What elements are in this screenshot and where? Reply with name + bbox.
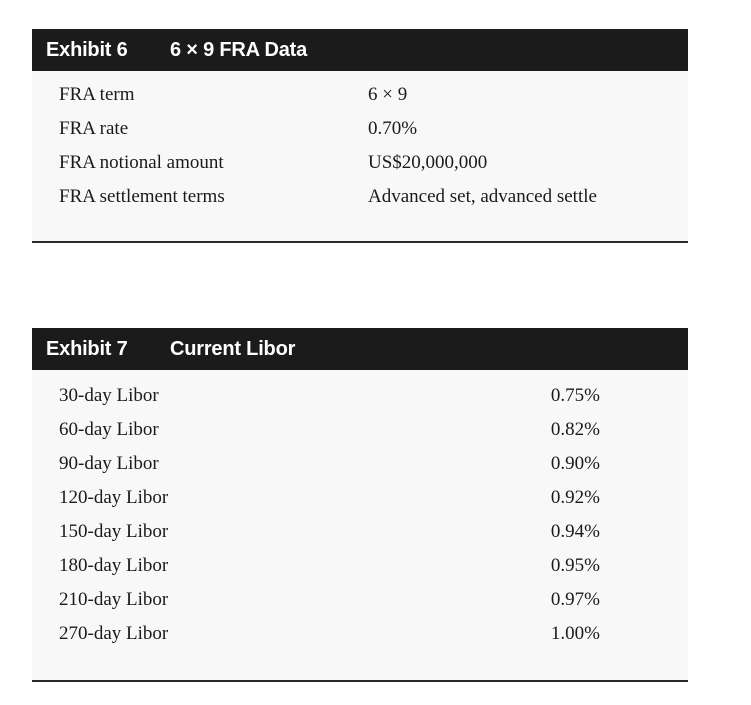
row-label: 120-day Libor xyxy=(59,487,169,508)
row-label: 270-day Libor xyxy=(59,623,169,644)
exhibit-6-table xyxy=(32,29,688,243)
exhibit-6-header xyxy=(32,29,688,71)
row-label: FRA settlement terms xyxy=(59,186,225,207)
table-row xyxy=(32,111,688,145)
row-value: US$20,000,000 xyxy=(368,152,488,173)
exhibit-7-label: Exhibit 7 xyxy=(46,337,128,360)
table-row xyxy=(32,616,688,650)
row-value: 0.92% xyxy=(550,487,600,508)
table-row xyxy=(32,514,688,548)
table-row xyxy=(32,582,688,616)
exhibit-6-label: Exhibit 6 xyxy=(46,38,128,61)
row-value: Advanced set, advanced settle xyxy=(368,186,597,207)
row-value: 0.70% xyxy=(368,118,418,139)
row-value: 0.90% xyxy=(550,453,600,474)
table-row xyxy=(32,378,688,412)
table-row xyxy=(32,446,688,480)
row-label: 60-day Libor xyxy=(59,419,159,440)
exhibit-6-title: 6 × 9 FRA Data xyxy=(170,38,308,61)
table-row xyxy=(32,179,688,213)
row-value: 0.97% xyxy=(550,589,600,610)
exhibit-7-table xyxy=(32,328,688,682)
row-value: 1.00% xyxy=(550,623,600,644)
row-value: 0.82% xyxy=(550,419,600,440)
table-row xyxy=(32,77,688,111)
row-value: 6 × 9 xyxy=(368,84,408,105)
exhibit-7-title: Current Libor xyxy=(170,337,296,360)
row-value: 0.75% xyxy=(550,385,600,406)
row-label: 30-day Libor xyxy=(59,385,159,406)
row-value: 0.95% xyxy=(550,555,600,576)
row-label: 90-day Libor xyxy=(59,453,159,474)
table-row xyxy=(32,548,688,582)
table-row xyxy=(32,145,688,179)
row-label: 180-day Libor xyxy=(59,555,169,576)
exhibit-6-body xyxy=(32,71,688,243)
row-label: FRA rate xyxy=(59,118,129,139)
row-label: 210-day Libor xyxy=(59,589,169,610)
row-label: 150-day Libor xyxy=(59,521,169,542)
table-row xyxy=(32,480,688,514)
row-value: 0.94% xyxy=(550,521,600,542)
row-label: FRA notional amount xyxy=(59,152,224,173)
row-label: FRA term xyxy=(59,84,135,105)
exhibit-7-header xyxy=(32,328,688,370)
table-row xyxy=(32,412,688,446)
exhibit-7-body xyxy=(32,370,688,682)
